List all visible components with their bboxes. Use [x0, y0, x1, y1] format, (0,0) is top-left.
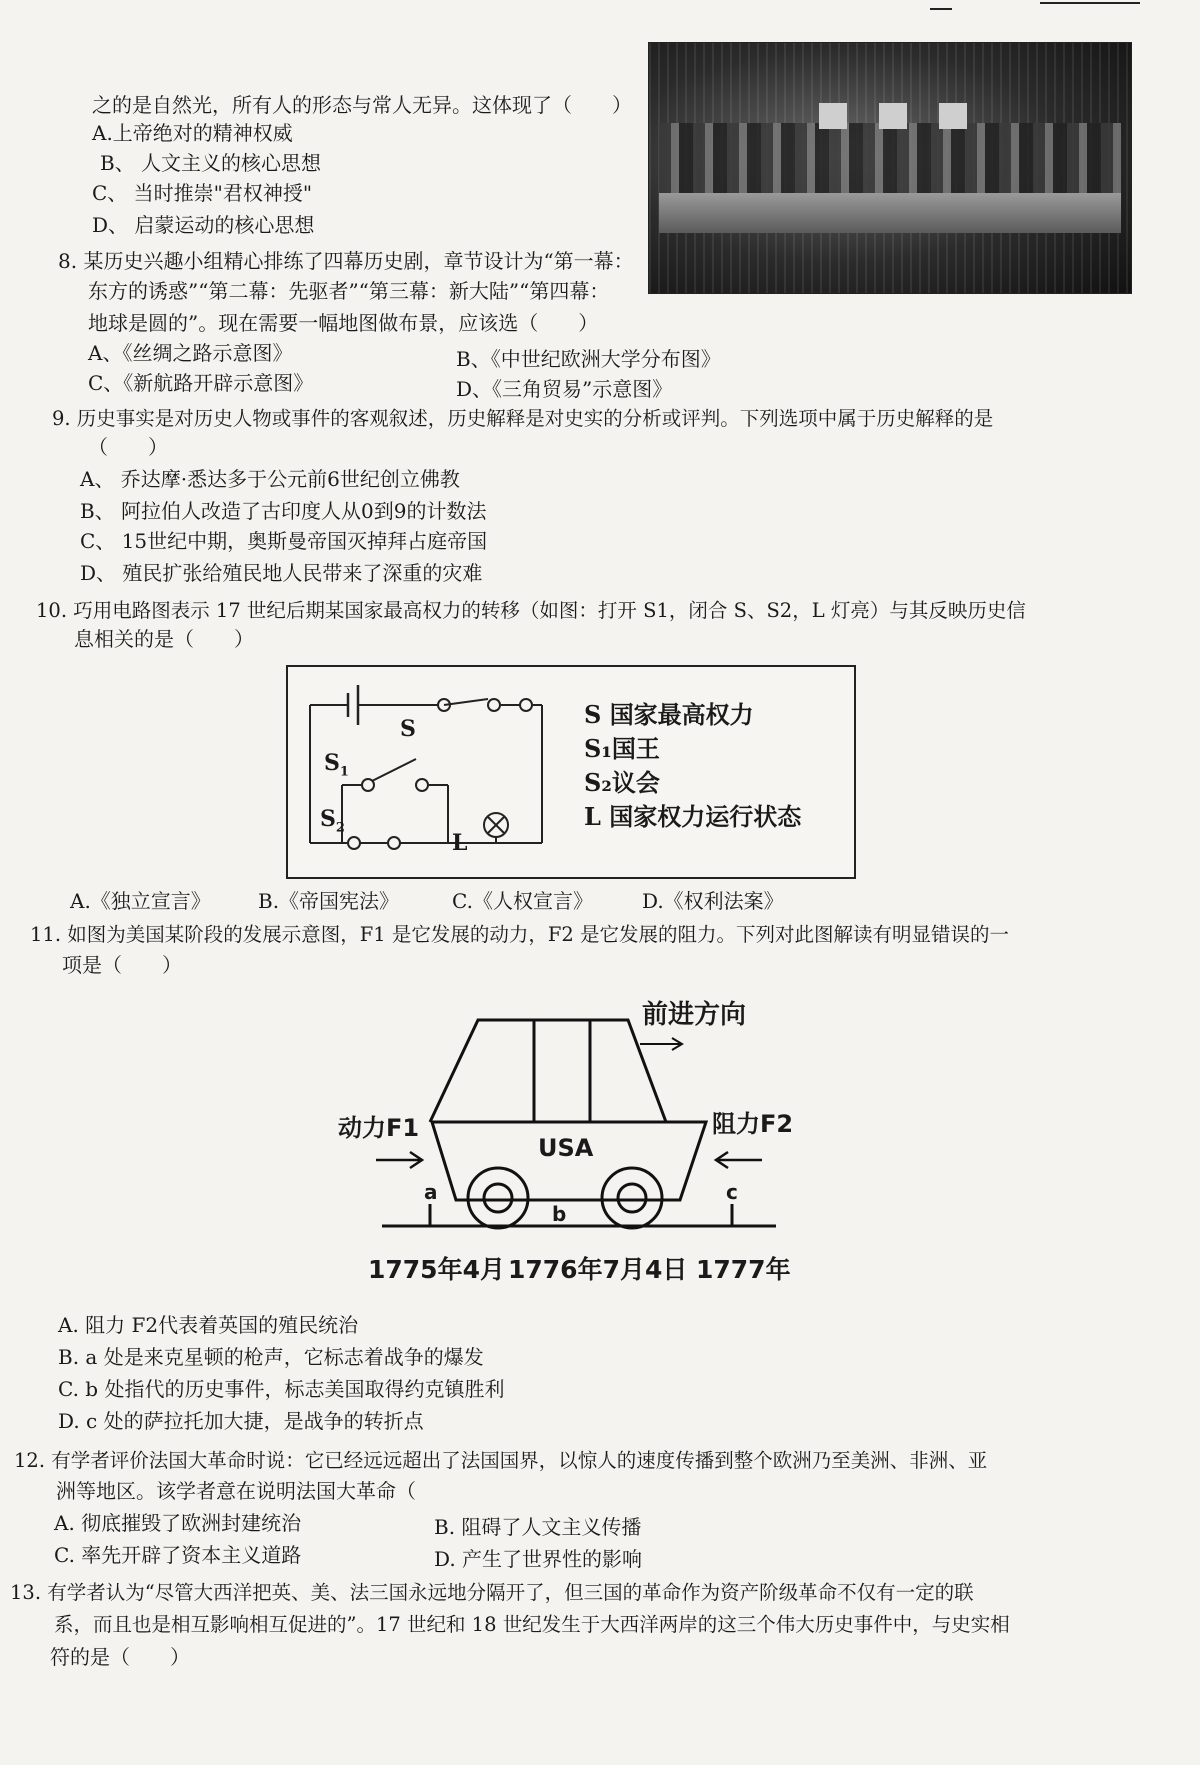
car-usa-text: USA — [538, 1134, 594, 1162]
date-3: 1777年 — [696, 1255, 791, 1284]
q9-line-2: （ ） — [88, 435, 168, 459]
q13-line-1: 13. 有学者认为“尽管大西洋把英、美、法三国永远地分隔开了，但三国的革命作为资产阶级革命不仅有一定的联 — [10, 1581, 974, 1604]
last-supper-painting — [648, 42, 1132, 294]
circuit-label-s: S — [400, 716, 416, 742]
q12-option-a: A. 彻底摧毁了欧洲封建统治 — [54, 1511, 302, 1535]
q11-option-a: A. 阻力 F2代表着英国的殖民统治 — [58, 1313, 359, 1337]
date-2: 1776年7月4日 — [508, 1255, 688, 1284]
q9-option-a: A、 乔达摩·悉达多于公元前6世纪创立佛教 — [80, 467, 460, 491]
circuit-label-l: L — [452, 830, 468, 856]
circuit-legend-s: S 国家最高权力 — [584, 700, 754, 729]
corner-mark — [1040, 2, 1140, 4]
circuit-label-s1: $S_1$ — [324, 750, 349, 780]
q12-option-c: C. 率先开辟了资本主义道路 — [54, 1543, 302, 1567]
q8-line-1: 8. 某历史兴趣小组精心排练了四幕历史剧，章节设计为“第一幕： — [58, 249, 634, 273]
circuit-label-s2: $S_2$ — [320, 806, 345, 836]
q9-option-d: D、 殖民扩张给殖民地人民带来了深重的灾难 — [80, 561, 483, 585]
point-a: a — [424, 1180, 438, 1204]
q10-line-1: 10. 巧用电路图表示 17 世纪后期某国家最高权力的转移（如图：打开 S1，闭合 S、S2，L 灯亮）与其反映历史信 — [36, 599, 1026, 622]
q12-line-2: 洲等地区。该学者意在说明法国大革命（ — [56, 1479, 416, 1503]
painting-figures — [659, 123, 1121, 193]
corner-mark — [930, 8, 952, 10]
force2-label: 阻力F2 — [712, 1110, 794, 1138]
force1-label: 动力F1 — [338, 1114, 420, 1142]
q10-line-2: 息相关的是（ ） — [74, 627, 254, 651]
q9-option-b: B、 阿拉伯人改造了古印度人从0到9的计数法 — [80, 499, 487, 523]
q9-option-c: C、 15世纪中期，奥斯曼帝国灭掉拜占庭帝国 — [80, 529, 488, 553]
date-1: 1775年4月 — [368, 1255, 505, 1284]
q8-option-a: A、《丝绸之路示意图》 — [88, 341, 293, 365]
q9-line-1: 9. 历史事实是对历史人物或事件的客观叙述，历史解释是对史实的分析或评判。下列选项中属于历史解释的是 — [52, 407, 994, 430]
q8-option-b: B、《中世纪欧洲大学分布图》 — [456, 347, 721, 371]
q8-line-3: 地球是圆的”。现在需要一幅地图做布景，应该选（ ） — [88, 311, 599, 335]
circuit-wiring — [288, 667, 854, 877]
q10-option-d: D.《权利法案》 — [642, 889, 784, 913]
q7-option-c: C、 当时推崇"君权神授" — [92, 181, 313, 205]
q12-option-d: D. 产生了世界性的影响 — [434, 1547, 643, 1571]
usa-car-figure — [320, 980, 800, 1300]
painting-window — [819, 103, 847, 129]
q13-line-3: 符的是（ ） — [50, 1645, 190, 1669]
painting-window — [939, 103, 967, 129]
q7-option-d: D、 启蒙运动的核心思想 — [92, 213, 315, 237]
q11-line-1: 11. 如图为美国某阶段的发展示意图，F1 是它发展的动力，F2 是它发展的阻力。下列对此图解读有明显错误的一 — [30, 923, 1009, 946]
q11-option-b: B. a 处是来克星顿的枪声，它标志着战争的爆发 — [58, 1345, 484, 1369]
circuit-legend-s1: S₁国王 — [584, 734, 660, 763]
circuit-legend-l: L 国家权力运行状态 — [584, 802, 802, 831]
q7-option-b: B、 人文主义的核心思想 — [100, 151, 322, 175]
q10-option-a: A.《独立宣言》 — [70, 889, 211, 913]
q13-line-2: 系，而且也是相互影响相互促进的”。17 世纪和 18 世纪发生于大西洋两岸的这三个伟大历史事件中，与史实相 — [54, 1613, 1010, 1636]
q11-line-2: 项是（ ） — [62, 953, 182, 977]
point-b: b — [552, 1202, 567, 1226]
q7-stem: 之的是自然光，所有人的形态与常人无异。这体现了（ ） — [92, 93, 632, 117]
q11-option-d: D. c 处的萨拉托加大捷，是战争的转折点 — [58, 1409, 424, 1433]
q8-option-c: C、《新航路开辟示意图》 — [88, 371, 314, 395]
point-c: c — [726, 1180, 738, 1204]
q12-line-1: 12. 有学者评价法国大革命时说：它已经远远超出了法国国界，以惊人的速度传播到整个欧洲乃至美洲、非洲、亚 — [14, 1449, 988, 1472]
painting-window — [879, 103, 907, 129]
q8-line-2: 东方的诱惑”“第二幕：先驱者”“第三幕：新大陆”“第四幕： — [88, 279, 610, 303]
q8-option-d: D、《三角贸易”示意图》 — [456, 377, 673, 401]
q10-option-c: C.《人权宣言》 — [452, 889, 593, 913]
q12-option-b: B. 阻碍了人文主义传播 — [434, 1515, 642, 1539]
q7-option-a: A.上帝绝对的精神权威 — [92, 121, 293, 145]
direction-label: 前进方向 — [642, 1000, 747, 1030]
q11-option-c: C. b 处指代的历史事件，标志美国取得约克镇胜利 — [58, 1377, 505, 1401]
q10-option-b: B.《帝国宪法》 — [258, 889, 400, 913]
circuit-diagram — [286, 665, 856, 879]
circuit-legend-s2: S₂议会 — [584, 768, 660, 797]
painting-table — [659, 193, 1121, 233]
